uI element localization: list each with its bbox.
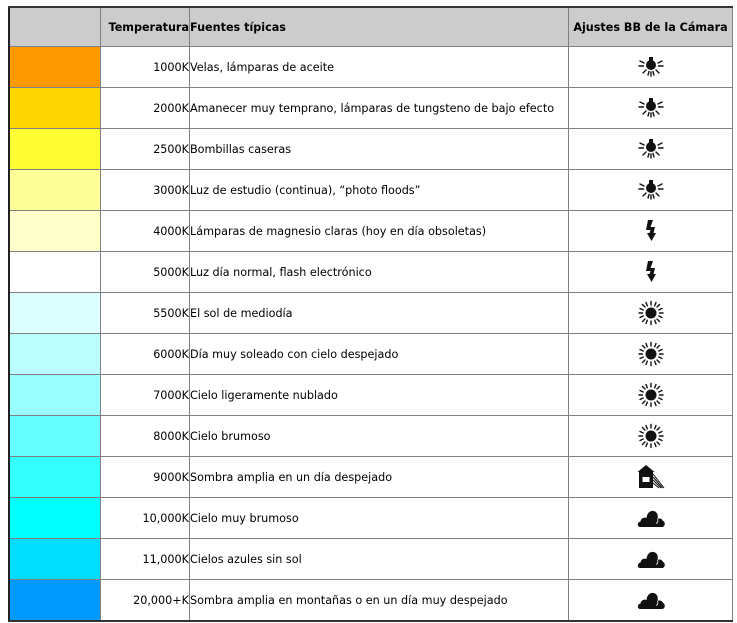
source-cell: Velas, lámparas de aceite <box>190 47 569 88</box>
sun-icon <box>635 382 667 408</box>
cloud-icon <box>635 587 667 613</box>
shade-house-icon <box>635 464 667 490</box>
temperature-cell: 9000K <box>101 457 190 498</box>
color-swatch <box>9 252 101 293</box>
table-row <box>9 539 733 580</box>
color-swatch <box>9 416 101 457</box>
header-temperature: Temperatura <box>101 7 190 47</box>
header-color <box>9 7 101 47</box>
color-swatch <box>9 211 101 252</box>
color-temperature-table <box>8 6 733 622</box>
table-row <box>9 47 733 88</box>
wb-setting-cell <box>569 416 733 457</box>
wb-setting-cell <box>569 170 733 211</box>
source-cell: Día muy soleado con cielo despejado <box>190 334 569 375</box>
temperature-cell: 11,000K <box>101 539 190 580</box>
table-row <box>9 170 733 211</box>
source-cell: Lámparas de magnesio claras (hoy en día obsoletas) <box>190 211 569 252</box>
sun-icon <box>635 341 667 367</box>
temperature-cell: 5000K <box>101 252 190 293</box>
table-row <box>9 129 733 170</box>
wb-setting-cell <box>569 252 733 293</box>
color-swatch <box>9 293 101 334</box>
table-row <box>9 580 733 622</box>
temperature-cell: 20,000+K <box>101 580 190 622</box>
wb-setting-cell <box>569 539 733 580</box>
wb-setting-cell <box>569 580 733 622</box>
header-sources: Fuentes típicas <box>190 7 569 47</box>
source-cell: Luz de estudio (continua), “photo floods” <box>190 170 569 211</box>
table-row <box>9 252 733 293</box>
cloud-icon <box>635 505 667 531</box>
color-swatch <box>9 47 101 88</box>
cloud-icon <box>635 546 667 572</box>
table-row <box>9 293 733 334</box>
source-cell: Luz día normal, flash electrónico <box>190 252 569 293</box>
wb-setting-cell <box>569 211 733 252</box>
tungsten-bulb-icon <box>635 136 667 162</box>
wb-setting-cell <box>569 47 733 88</box>
temperature-cell: 5500K <box>101 293 190 334</box>
source-cell: Bombillas caseras <box>190 129 569 170</box>
temperature-cell: 2500K <box>101 129 190 170</box>
table-row <box>9 416 733 457</box>
wb-setting-cell <box>569 375 733 416</box>
color-swatch <box>9 88 101 129</box>
color-swatch <box>9 375 101 416</box>
temperature-cell: 7000K <box>101 375 190 416</box>
color-swatch <box>9 129 101 170</box>
tungsten-bulb-icon <box>635 177 667 203</box>
flash-icon <box>635 218 667 244</box>
header-row <box>9 7 733 47</box>
flash-icon <box>635 259 667 285</box>
source-cell: El sol de mediodía <box>190 293 569 334</box>
color-swatch <box>9 170 101 211</box>
temperature-cell: 8000K <box>101 416 190 457</box>
tungsten-bulb-icon <box>635 95 667 121</box>
header-wb-settings: Ajustes BB de la Cámara <box>569 7 733 47</box>
table-row <box>9 375 733 416</box>
sun-icon <box>635 423 667 449</box>
source-cell: Sombra amplia en montañas o en un día muy despejado <box>190 580 569 622</box>
source-cell: Cielo muy brumoso <box>190 498 569 539</box>
source-cell: Sombra amplia en un día despejado <box>190 457 569 498</box>
table-body <box>9 47 733 622</box>
table-row <box>9 334 733 375</box>
table-row <box>9 88 733 129</box>
color-swatch <box>9 457 101 498</box>
wb-setting-cell <box>569 129 733 170</box>
source-cell: Cielo ligeramente nublado <box>190 375 569 416</box>
wb-setting-cell <box>569 498 733 539</box>
temperature-cell: 10,000K <box>101 498 190 539</box>
color-swatch <box>9 580 101 622</box>
wb-setting-cell <box>569 293 733 334</box>
temperature-cell: 4000K <box>101 211 190 252</box>
tungsten-bulb-icon <box>635 54 667 80</box>
table-row <box>9 211 733 252</box>
table-row <box>9 457 733 498</box>
color-swatch <box>9 334 101 375</box>
source-cell: Amanecer muy temprano, lámparas de tungsteno de bajo efecto <box>190 88 569 129</box>
temperature-cell: 2000K <box>101 88 190 129</box>
sun-icon <box>635 300 667 326</box>
color-swatch <box>9 498 101 539</box>
source-cell: Cielo brumoso <box>190 416 569 457</box>
table-row <box>9 498 733 539</box>
wb-setting-cell <box>569 457 733 498</box>
source-cell: Cielos azules sin sol <box>190 539 569 580</box>
wb-setting-cell <box>569 88 733 129</box>
wb-setting-cell <box>569 334 733 375</box>
temperature-cell: 6000K <box>101 334 190 375</box>
temperature-cell: 3000K <box>101 170 190 211</box>
color-swatch <box>9 539 101 580</box>
temperature-cell: 1000K <box>101 47 190 88</box>
